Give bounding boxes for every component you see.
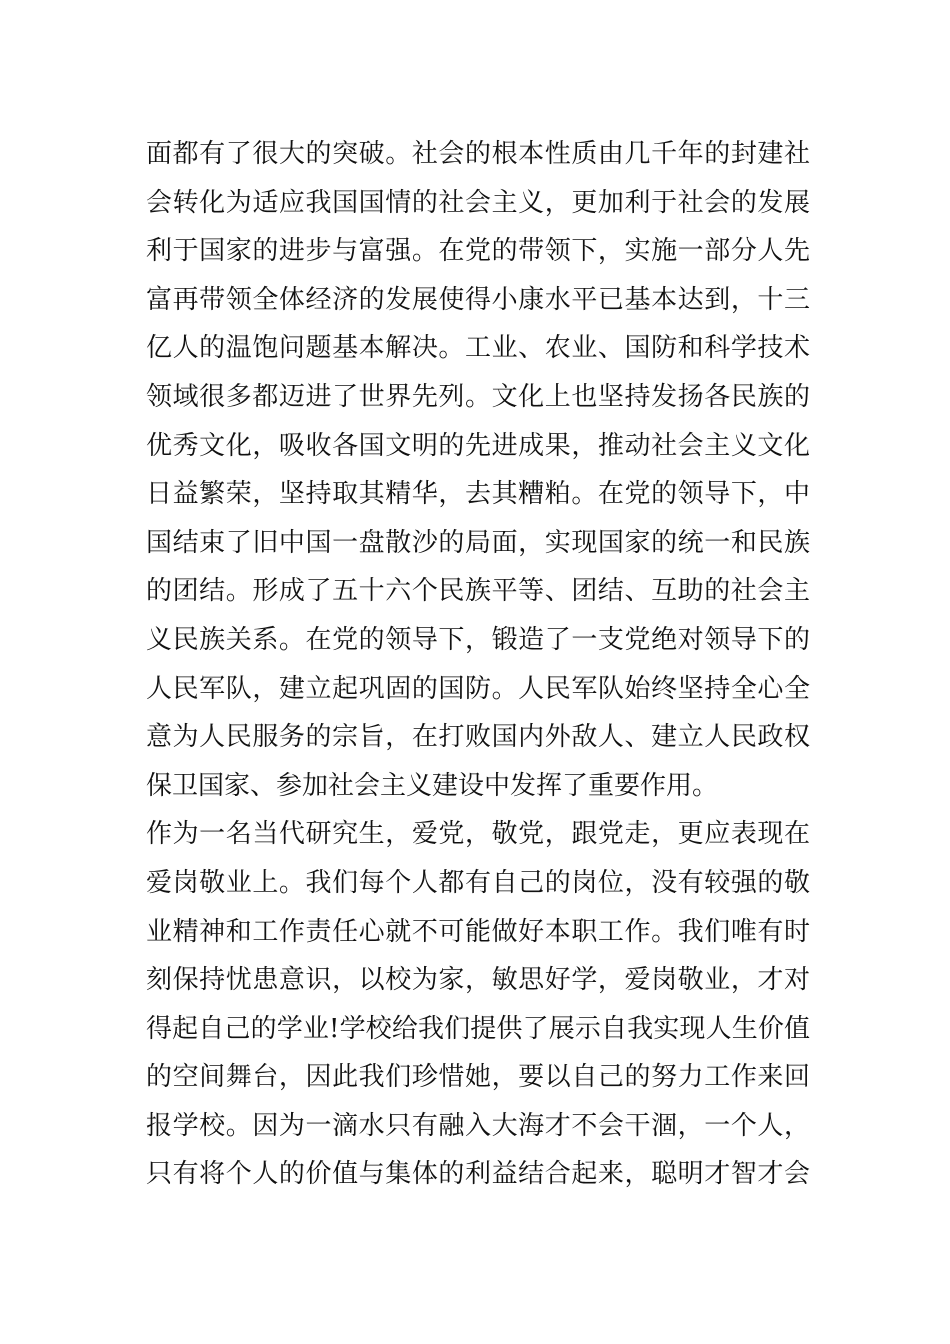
text-line: 面都有了很大的突破。社会的根本性质由几千年的封建社: [146, 139, 810, 169]
text-line: 国结束了旧中国一盘散沙的局面，实现国家的统一和民族: [146, 527, 810, 558]
text-line: 利于国家的进步与富强。在党的带领下，实施一部分人先: [146, 236, 810, 267]
text-line: 人民军队，建立起巩固的国防。人民军队始终坚持全心全: [146, 673, 810, 704]
text-line: 只有将个人的价值与集体的利益结合起来，聪明才智才会: [146, 1159, 810, 1190]
text-line: 的空间舞台，因此我们珍惜她，要以自己的努力工作来回: [146, 1062, 810, 1093]
text-line: 富再带领全体经济的发展使得小康水平已基本达到，十三: [146, 284, 810, 315]
text-line: 意为人民服务的宗旨，在打败国内外敌人、建立人民政权: [146, 722, 810, 753]
text-line: 刻保持忧患意识，以校为家，敏思好学，爱岗敬业，才对: [146, 965, 810, 996]
paragraph-1: [146, 130, 810, 810]
text-line: 优秀文化，吸收各国文明的先进成果，推动社会主义文化: [146, 430, 810, 461]
text-line: 亿人的温饱问题基本解决。工业、农业、国防和科学技术: [146, 333, 810, 364]
text-line: 报学校。因为一滴水只有融入大海才不会干涸，一个人，: [146, 1110, 810, 1141]
text-line: 会转化为适应我国国情的社会主义，更加利于社会的发展: [146, 187, 810, 218]
text-line: 爱岗敬业上。我们每个人都有自己的岗位，没有较强的敬: [146, 867, 810, 898]
text-line: 领域很多都迈进了世界先列。文化上也坚持发扬各民族的: [146, 381, 810, 412]
text-line: 得起自己的学业!学校给我们提供了展示自我实现人生价值: [146, 1013, 810, 1044]
text-line: 保卫国家、参加社会主义建设中发挥了重要作用。: [146, 770, 719, 801]
body-text: [146, 130, 810, 1199]
text-line: 的团结。形成了五十六个民族平等、团结、互助的社会主: [146, 576, 810, 607]
text-line: 作为一名当代研究生，爱党，敬党，跟党走，更应表现在: [146, 819, 810, 850]
text-line: 义民族关系。在党的领导下，锻造了一支党绝对领导下的: [146, 624, 810, 655]
paragraph-2: [146, 810, 810, 1199]
text-line: 业精神和工作责任心就不可能做好本职工作。我们唯有时: [146, 916, 810, 947]
text-line: 日益繁荣，坚持取其精华，去其糟粕。在党的领导下，中: [146, 479, 810, 510]
